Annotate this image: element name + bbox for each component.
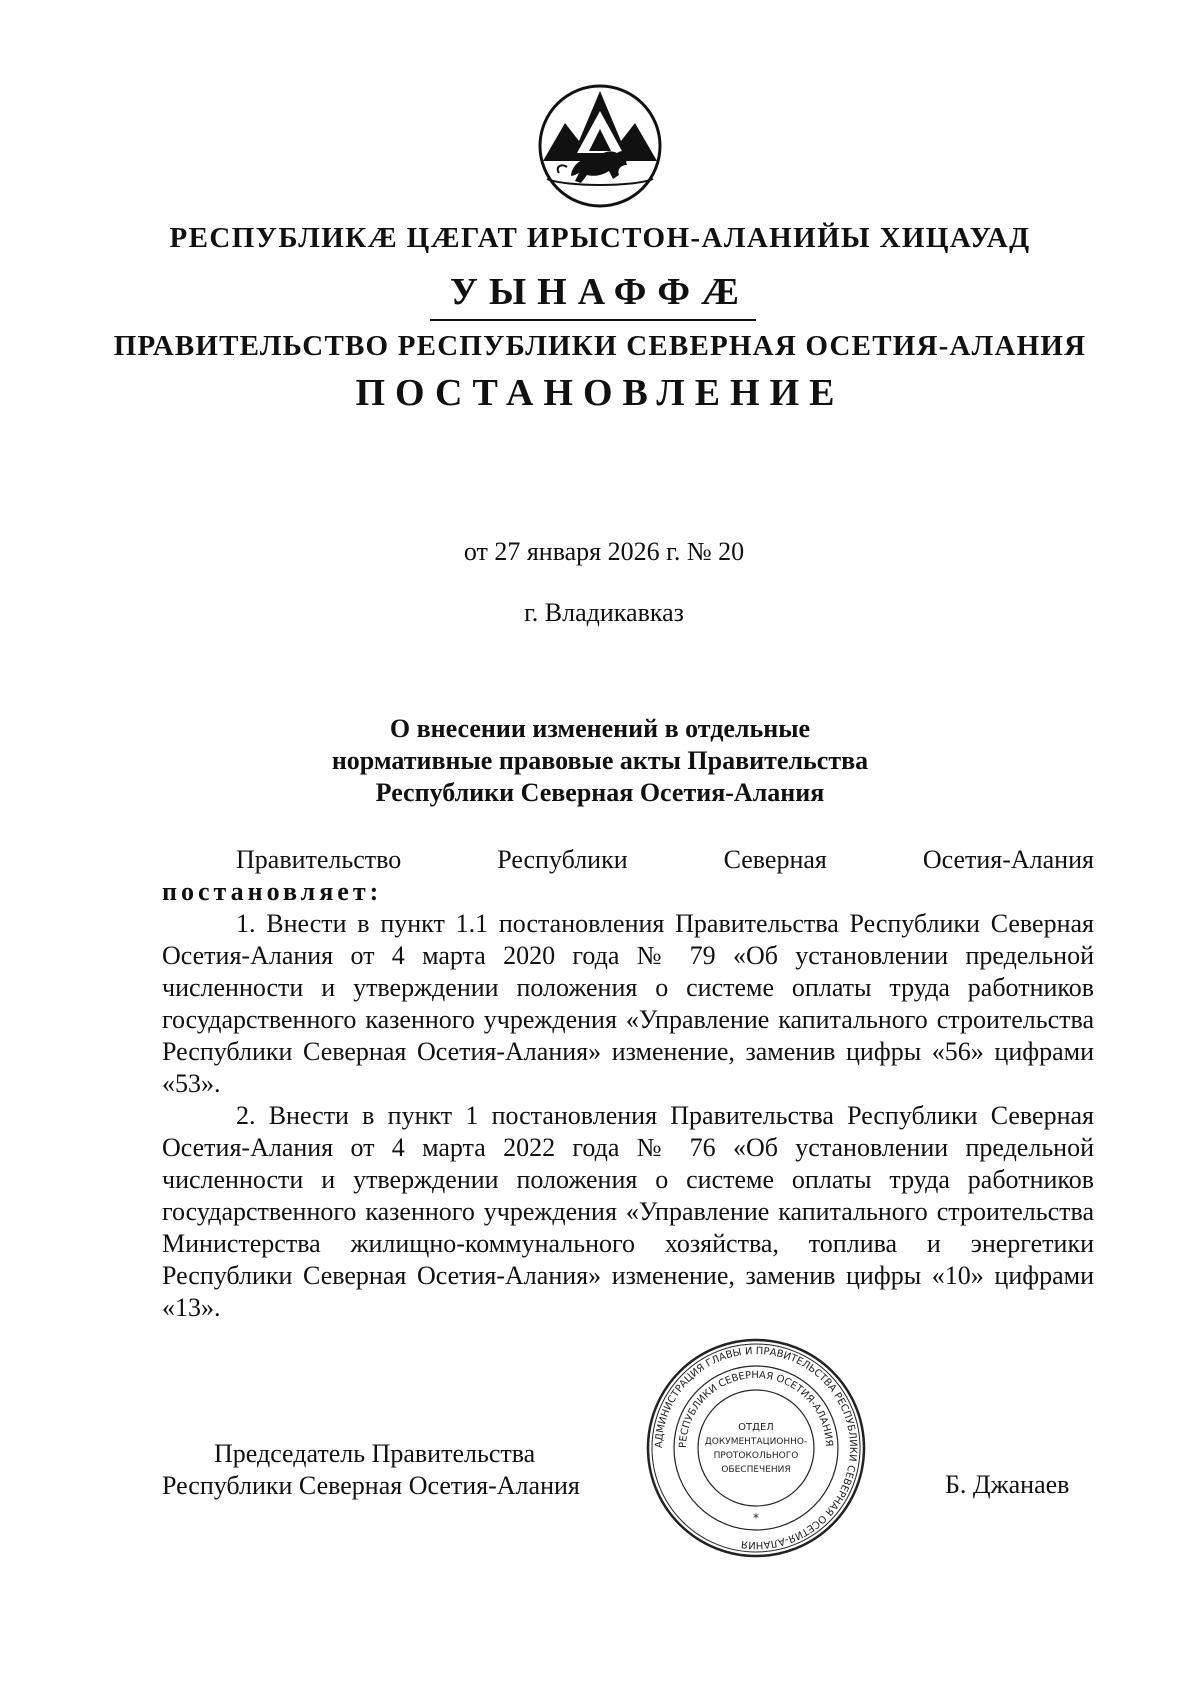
preamble-word: Республики	[497, 845, 628, 874]
signatory-name: Б. Джанаев	[945, 1470, 1070, 1499]
header-russian-government: ПРАВИТЕЛЬСТВО РЕСПУБЛИКИ СЕВЕРНАЯ ОСЕТИЯ-АЛАНИЯ	[113, 330, 1087, 362]
document-title-line: О внесении изменений в отдельные	[389, 714, 811, 743]
document-body	[162, 844, 1094, 1324]
document-title-line: Республики Северная Осетия-Алания	[375, 778, 825, 807]
official-seal-stamp	[644, 1336, 868, 1560]
signatory-position-line: Республики Северная Осетия-Алания	[162, 1471, 580, 1500]
signatory-position	[162, 1438, 580, 1502]
header-russian-resolution: ПОСТАНОВЛЕНИЕ	[355, 372, 845, 414]
document-date-number: от 27 января 2026 г. № 20	[463, 537, 745, 566]
document-title-line: нормативные правовые акты Правительства	[331, 746, 869, 775]
document-title	[200, 713, 1000, 809]
coat-of-arms-emblem	[537, 83, 663, 209]
paragraph-1: 1. Внести в пункт 1.1 постановления Правительства Республики Северная Осетия-Алания от 4 марта 2020 года № 79 «Об установлении предельной численности и утверждении положения о системе оплаты труда работников государственного казенного учреждения «Управление капитального строительства Республики Северная Осетия-Алания» изменение, заменив цифры «56» цифрами «53».	[162, 909, 1094, 1098]
preamble-word: Правительство	[236, 845, 402, 874]
resolves-word: постановляет:	[162, 877, 383, 906]
seal-center-line: ПРОТОКОЛЬНОГО	[713, 1451, 799, 1461]
preamble-line	[162, 844, 1094, 876]
seal-outer-ring-text: АДМИНИСТРАЦИЯ ГЛАВЫ И ПРАВИТЕЛЬСТВА РЕСПУБЛИКИ СЕВЕРНАЯ ОСЕТИЯ-АЛАНИЯ	[653, 1345, 859, 1551]
seal-center-line: ОБЕСПЕЧЕНИЯ	[721, 1465, 791, 1475]
header-divider	[430, 319, 756, 321]
document-city: г. Владикавказ	[524, 598, 684, 627]
seal-inner-ring-text: РЕСПУБЛИКИ СЕВЕРНАЯ ОСЕТИЯ-АЛАНИЯ	[677, 1369, 835, 1449]
preamble-word: Осетия-Алания	[922, 845, 1094, 874]
signatory-position-line: Председатель Правительства	[214, 1439, 536, 1468]
seal-center-line: ДОКУМЕНТАЦИОННО-	[704, 1437, 808, 1447]
preamble-word: Северная	[723, 845, 827, 874]
seal-star-icon: *	[753, 1511, 759, 1525]
header-ossetian-government: РЕСПУБЛИКӔ ЦӔГАТ ИРЫСТОН-АЛАНИЙЫ ХИЦАУАД	[169, 222, 1031, 254]
paragraph-2: 2. Внести в пункт 1 постановления Правительства Республики Северная Осетия-Алания от 4 марта 2022 года № 76 «Об установлении предельной численности и утверждении положения о системе оплаты труда работников государственного казенного учреждения «Управление капитального строительства Министерства жилищно-коммунального хозяйства, топлива и энергетики Республики Северная Осетия-Алания» изменение, заменив цифры «10» цифрами «13».	[162, 1101, 1094, 1322]
seal-center-line: ОТДЕЛ	[738, 1422, 774, 1433]
header-ossetian-resolution: УЫНАФФӔ	[449, 271, 751, 313]
